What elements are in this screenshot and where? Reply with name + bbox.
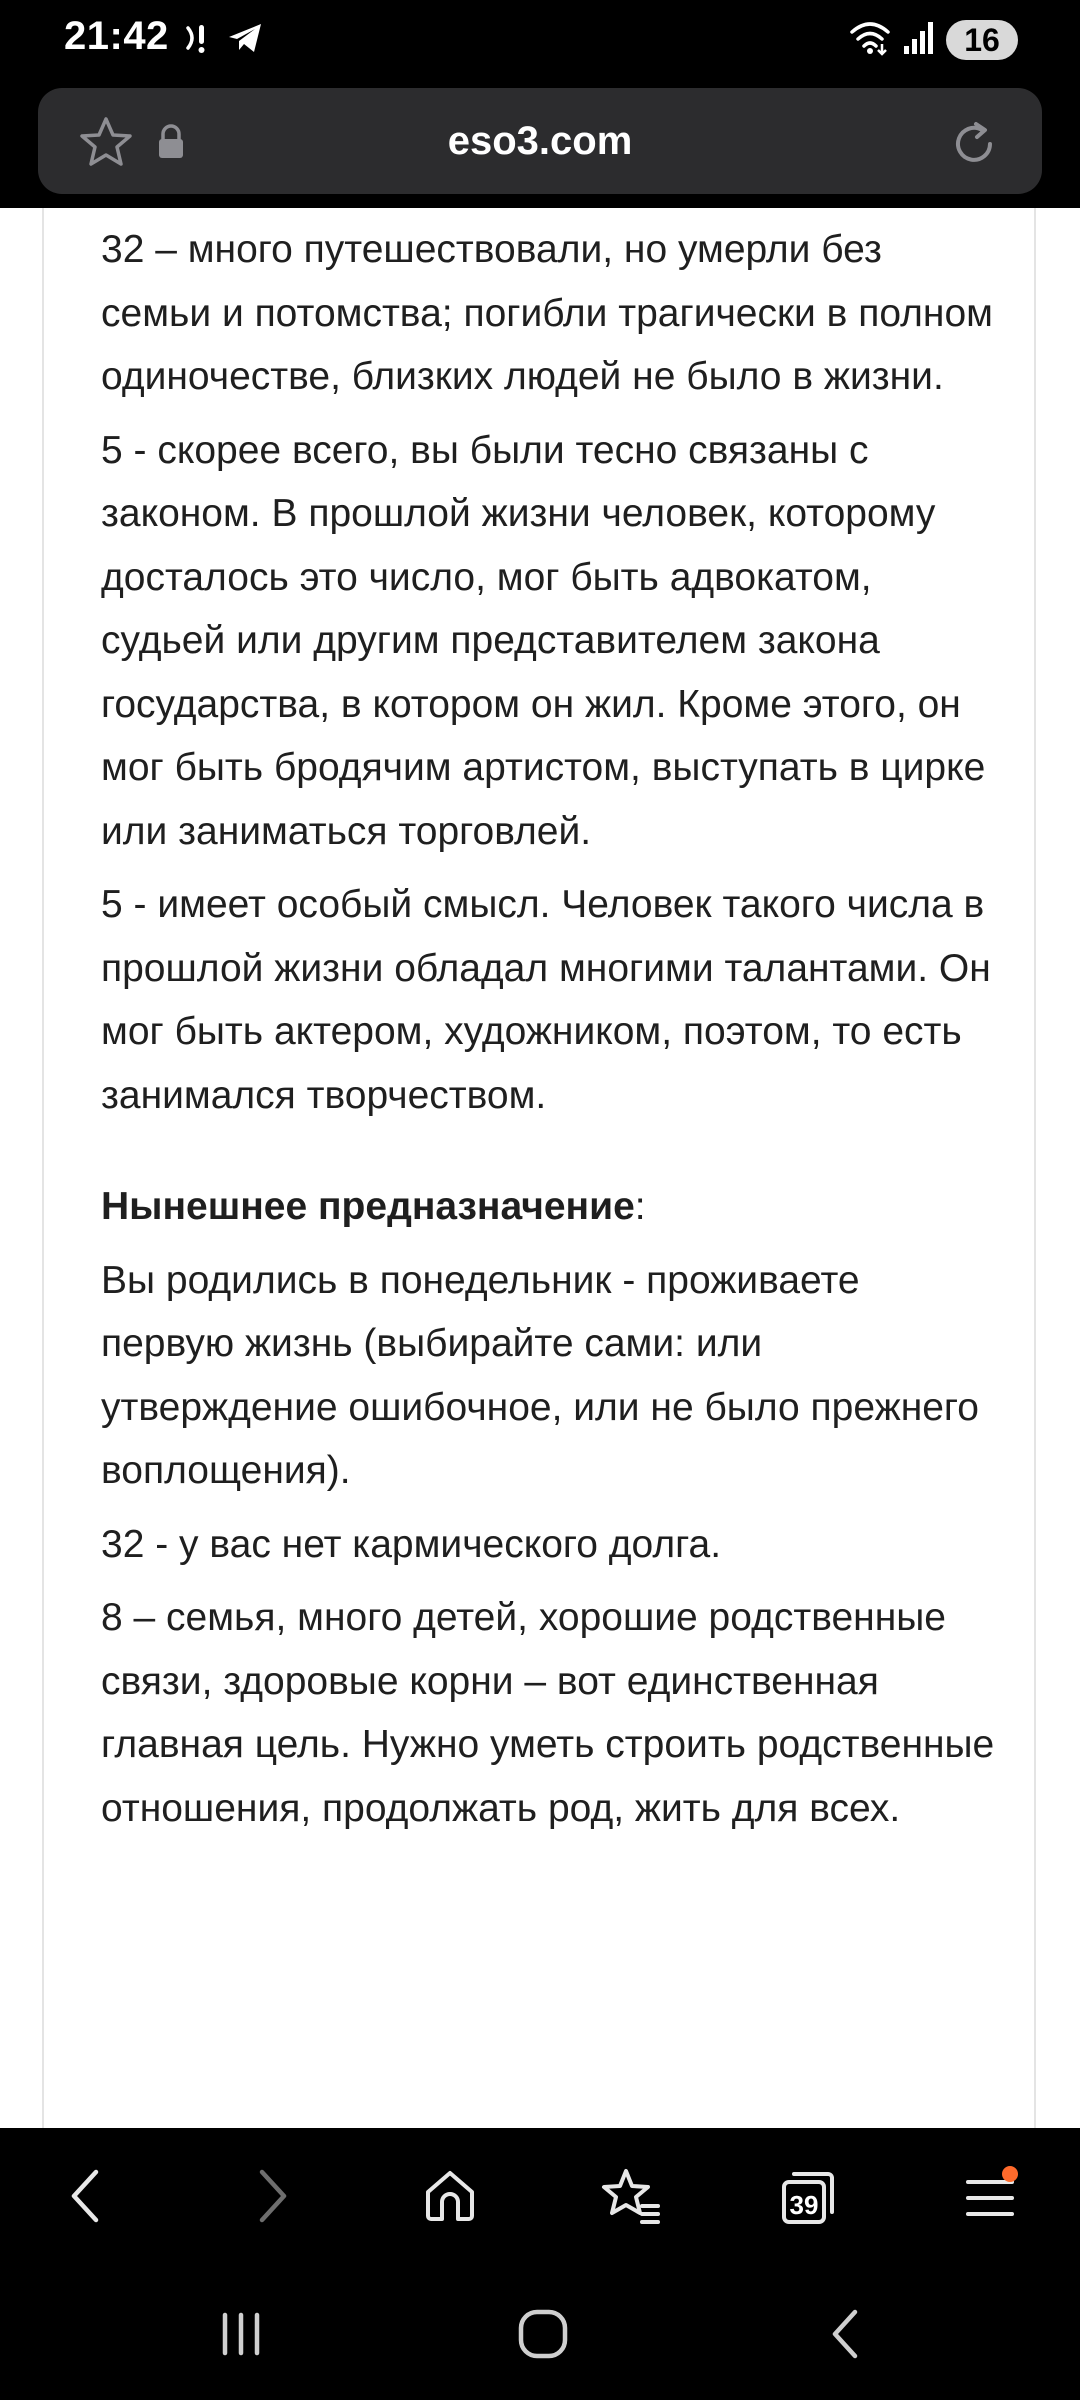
paragraph: 8 – семья, много детей, хорошие родственные связи, здоровые корни – вот единственная главная цель. Нужно уметь строить родственные отношения, продолжать род, жить для всех. [101, 1596, 995, 1830]
article [101, 218, 1001, 1850]
system-back-button[interactable] [810, 2308, 880, 2364]
paragraph: 5 - имеет особый смысл. Человек такого числа в прошлой жизни обладал многими талантами. Он мог быть актером, художником, поэтом, то есть занимался творчеством. [101, 883, 991, 1117]
menu-icon [960, 2168, 1020, 2228]
status-time: 21:42 [64, 14, 169, 58]
status-bar [0, 0, 1080, 80]
system-icons [848, 18, 1018, 62]
notification-icons [182, 20, 264, 60]
bookmarks-icon [598, 2166, 662, 2231]
tabs-button[interactable] [772, 2162, 844, 2234]
section-heading-text: Нынешнее предназначение [101, 1185, 635, 1228]
address-bar[interactable] [38, 88, 1042, 194]
bookmarks-button[interactable] [594, 2162, 666, 2234]
forward-icon [250, 2166, 294, 2231]
paragraph: 32 - у вас нет кармического долга. [101, 1522, 722, 1566]
web-page [0, 208, 1080, 2128]
address-domain[interactable]: eso3.com [447, 118, 633, 163]
tabs-count: 39 [789, 2189, 819, 2220]
back-icon [825, 2306, 865, 2367]
section-heading-colon: : [634, 1185, 646, 1228]
telegram-icon [226, 20, 264, 61]
home-button[interactable] [414, 2162, 486, 2234]
alert-icon [182, 20, 218, 61]
forward-button[interactable] [236, 2162, 308, 2234]
section-heading [101, 1175, 1001, 1239]
menu-button[interactable] [954, 2162, 1026, 2234]
notification-dot [1002, 2166, 1018, 2182]
signal-icon [902, 18, 936, 63]
home-icon [515, 2306, 571, 2367]
home-icon [420, 2166, 480, 2231]
paragraph: 32 – много путешествовали, но умерли без семьи и потомства; погибли трагически в полном одиночестве, близких людей не было в жизни. [101, 228, 993, 398]
system-navigation-bar [0, 2268, 1080, 2400]
reload-icon[interactable] [946, 116, 1002, 172]
paragraph: 5 - скорее всего, вы были тесно связаны с законом. В прошлой жизни человек, которому досталось это число, мог быть адвокатом, судьей или другим представителем закона государства, в котором он жил. Кроме этого, он мог быть бродячим артистом, выступать в цирке или заниматься торговлей. [101, 428, 986, 853]
recents-button[interactable] [206, 2308, 276, 2364]
address-bar-area [0, 80, 1080, 208]
browser-toolbar [0, 2128, 1080, 2268]
wifi-icon [848, 18, 892, 63]
back-button[interactable] [50, 2162, 122, 2234]
recents-icon [216, 2309, 266, 2364]
back-icon [64, 2166, 108, 2231]
paragraph: Вы родились в понедельник - проживаете первую жизнь (выбирайте сами: или утверждение ошибочное, или не было прежнего воплощения). [101, 1258, 979, 1492]
battery-indicator: 16 [946, 20, 1018, 60]
tabs-icon [778, 2168, 838, 2228]
system-home-button[interactable] [508, 2308, 578, 2364]
